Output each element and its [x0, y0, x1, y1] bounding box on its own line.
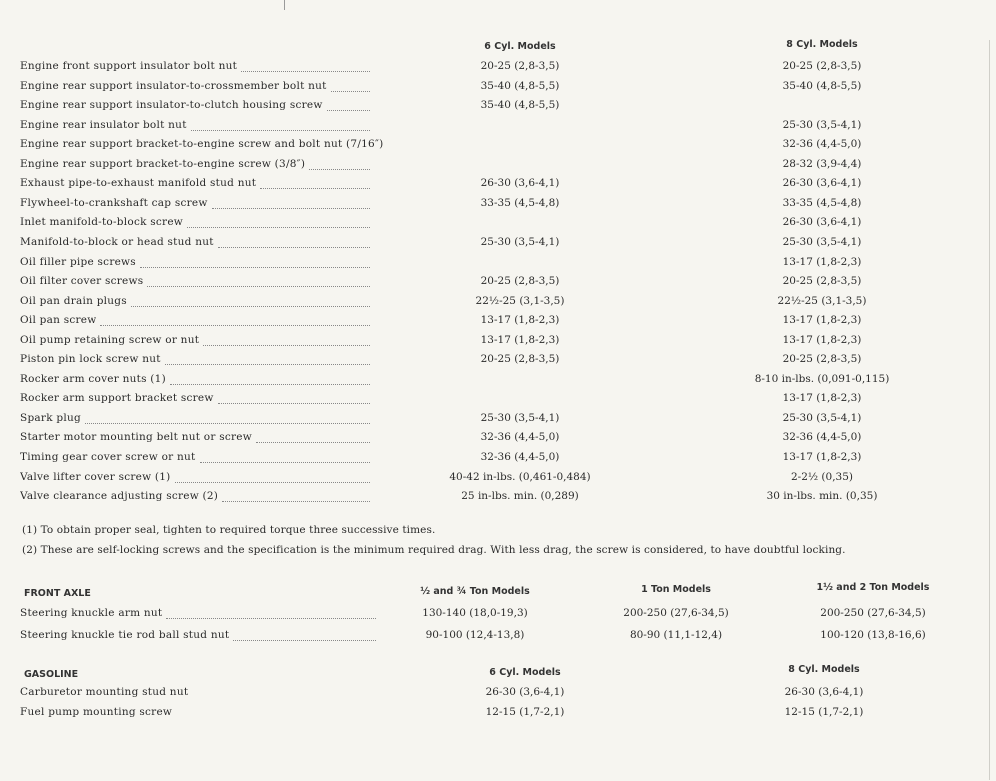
table-row	[20, 629, 980, 648]
table-row	[20, 314, 980, 333]
gasoline-header-6cyl: 6 Cyl. Models	[489, 667, 561, 678]
value-6cyl: 13-17 (1,8-2,3)	[480, 314, 560, 327]
table-row	[20, 706, 980, 725]
dot-leader	[131, 306, 370, 307]
value-one-ton: 80-90 (11,1-12,4)	[629, 629, 723, 641]
row-label: Rocker arm cover nuts (1)	[20, 372, 166, 385]
value-one-ton: 200-250 (27,6-34,5)	[623, 607, 729, 619]
value-6cyl: 22½-25 (3,1-3,5)	[475, 294, 565, 307]
value-6cyl: 40-42 in-lbs. (0,461-0,484)	[449, 470, 591, 483]
dot-leader	[203, 345, 370, 346]
table-row	[20, 334, 980, 353]
row-label: Engine rear support insulator-to-clutch housing screw	[20, 99, 323, 112]
dot-leader	[191, 130, 370, 131]
value-8cyl: 30 in-lbs. min. (0,35)	[766, 490, 878, 503]
table-row	[20, 607, 980, 626]
value-8cyl: 13-17 (1,8-2,3)	[782, 314, 862, 327]
value-8cyl: 20-25 (2,8-3,5)	[782, 275, 862, 288]
table-row	[20, 471, 980, 490]
dot-leader	[170, 384, 370, 385]
gasoline-title: GASOLINE	[24, 669, 79, 680]
row-label: Manifold-to-block or head stud nut	[20, 235, 214, 248]
row-label: Flywheel-to-crankshaft cap screw	[20, 196, 208, 209]
dot-leader	[175, 482, 370, 483]
value-6cyl: 32-36 (4,4-5,0)	[480, 431, 560, 444]
row-label: Engine rear support bracket-to-engine screw and bolt nut (7/16″)	[20, 138, 384, 151]
value-8cyl: 25-30 (3,5-4,1)	[782, 118, 862, 131]
dot-leader	[218, 247, 370, 248]
dot-leader	[212, 208, 370, 209]
dot-leader	[140, 267, 370, 268]
dot-leader	[147, 286, 370, 287]
table-row	[20, 412, 980, 431]
value-6cyl: 26-30 (3,6-4,1)	[480, 177, 560, 190]
row-label: Fuel pump mounting screw	[20, 706, 173, 718]
value-6cyl: 35-40 (4,8-5,5)	[480, 99, 560, 112]
value-8cyl: 12-15 (1,7-2,1)	[784, 706, 864, 718]
value-8cyl: 28-32 (3,9-4,4)	[782, 157, 862, 170]
dot-leader	[100, 325, 370, 326]
value-6cyl: 20-25 (2,8-3,5)	[480, 275, 560, 288]
value-6cyl: 25 in-lbs. min. (0,289)	[461, 490, 579, 503]
table-row	[20, 256, 980, 275]
row-label: Exhaust pipe-to-exhaust manifold stud nut	[20, 177, 257, 190]
row-label: Oil pan drain plugs	[20, 294, 127, 307]
table-row	[20, 451, 980, 470]
row-label: Valve lifter cover screw (1)	[20, 470, 171, 483]
header-6cyl: 6 Cyl. Models	[484, 41, 556, 52]
value-8cyl: 8-10 in-lbs. (0,091-0,115)	[754, 372, 890, 385]
row-label: Spark plug	[20, 411, 81, 424]
dot-leader	[331, 91, 370, 92]
row-label: Inlet manifold-to-block screw	[20, 216, 184, 229]
value-6cyl: 32-36 (4,4-5,0)	[480, 451, 560, 463]
row-label: Oil pan screw	[20, 314, 97, 327]
value-8cyl: 25-30 (3,5-4,1)	[782, 235, 862, 248]
table-row	[20, 275, 980, 294]
table-row	[20, 236, 980, 255]
front-axle-header-3: 1½ and 2 Ton Models	[816, 582, 930, 593]
table-row	[20, 686, 980, 705]
value-8cyl: 20-25 (2,8-3,5)	[782, 353, 862, 366]
value-6cyl: 13-17 (1,8-2,3)	[480, 333, 560, 346]
dot-leader	[309, 169, 370, 170]
value-8cyl: 2-2½ (0,35)	[791, 470, 853, 483]
table-row	[20, 431, 980, 450]
dot-leader	[260, 188, 370, 189]
table-row	[20, 197, 980, 216]
table-row	[20, 373, 980, 392]
value-6cyl: 25-30 (3,5-4,1)	[480, 411, 560, 424]
dot-leader	[166, 618, 376, 619]
value-8cyl: 13-17 (1,8-2,3)	[782, 255, 862, 268]
dot-leader	[233, 640, 376, 641]
value-half-ton: 90-100 (12,4-13,8)	[425, 629, 525, 641]
table-row	[20, 490, 980, 509]
value-8cyl: 13-17 (1,8-2,3)	[782, 333, 862, 346]
row-label: Oil filter cover screws	[20, 275, 144, 288]
row-label: Oil filler pipe screws	[20, 255, 136, 268]
value-half-ton: 130-140 (18,0-19,3)	[422, 607, 528, 619]
page-edge	[989, 40, 990, 780]
value-two-ton: 100-120 (13,8-16,6)	[820, 629, 926, 641]
front-axle-title: FRONT AXLE	[24, 588, 91, 599]
value-6cyl: 25-30 (3,5-4,1)	[480, 235, 560, 248]
table-row	[20, 119, 980, 138]
dot-leader	[85, 423, 370, 424]
value-8cyl: 32-36 (4,4-5,0)	[782, 138, 862, 151]
row-label: Steering knuckle tie rod ball stud nut	[20, 629, 230, 641]
table-row	[20, 177, 980, 196]
gasoline-header-8cyl: 8 Cyl. Models	[788, 664, 860, 675]
table-row	[20, 295, 980, 314]
value-6cyl: 20-25 (2,8-3,5)	[480, 353, 560, 366]
value-8cyl: 32-36 (4,4-5,0)	[782, 431, 862, 444]
value-8cyl: 13-17 (1,8-2,3)	[782, 392, 862, 405]
front-axle-header-2: 1 Ton Models	[641, 584, 711, 595]
dot-leader	[218, 403, 370, 404]
row-label: Piston pin lock screw nut	[20, 353, 161, 366]
value-6cyl: 12-15 (1,7-2,1)	[485, 706, 565, 718]
dot-leader	[327, 110, 370, 111]
row-label: Engine rear support bracket-to-engine screw (3/8″)	[20, 157, 306, 170]
header-8cyl: 8 Cyl. Models	[786, 39, 858, 50]
value-6cyl: 20-25 (2,8-3,5)	[480, 60, 560, 72]
row-label: Engine front support insulator bolt nut	[20, 60, 238, 72]
table-row	[20, 80, 980, 99]
dot-leader	[241, 71, 370, 72]
front-axle-header-1: ½ and ¾ Ton Models	[420, 586, 530, 597]
row-label: Engine rear insulator bolt nut	[20, 118, 187, 131]
row-label: Timing gear cover screw or nut	[20, 451, 196, 463]
table-row	[20, 60, 980, 79]
row-label: Rocker arm support bracket screw	[20, 392, 214, 405]
value-8cyl: 35-40 (4,8-5,5)	[782, 79, 862, 92]
dot-leader	[187, 227, 370, 228]
value-8cyl: 25-30 (3,5-4,1)	[782, 411, 862, 424]
table-row	[20, 99, 980, 118]
table-row	[20, 392, 980, 411]
value-8cyl: 26-30 (3,6-4,1)	[782, 177, 862, 190]
row-label: Oil pump retaining screw or nut	[20, 333, 200, 346]
table-row	[20, 353, 980, 372]
value-8cyl: 26-30 (3,6-4,1)	[782, 216, 862, 229]
row-label: Steering knuckle arm nut	[20, 607, 163, 619]
row-label: Valve clearance adjusting screw (2)	[20, 490, 219, 503]
dot-leader	[222, 501, 370, 502]
value-8cyl: 33-35 (4,5-4,8)	[782, 196, 862, 209]
dot-leader	[256, 442, 370, 443]
value-6cyl: 35-40 (4,8-5,5)	[480, 79, 560, 92]
dot-leader	[200, 462, 370, 463]
row-label: Starter motor mounting belt nut or screw	[20, 431, 252, 444]
binding-mark	[284, 0, 285, 10]
value-two-ton: 200-250 (27,6-34,5)	[820, 607, 926, 619]
table-row	[20, 138, 980, 157]
footnote-1: (1) To obtain proper seal, tighten to required torque three successive times.	[22, 524, 436, 536]
table-row	[20, 158, 980, 177]
dot-leader	[165, 364, 370, 365]
value-6cyl: 26-30 (3,6-4,1)	[485, 686, 565, 698]
table-row	[20, 216, 980, 235]
value-8cyl: 13-17 (1,8-2,3)	[782, 451, 862, 463]
value-8cyl: 20-25 (2,8-3,5)	[782, 60, 862, 72]
value-6cyl: 33-35 (4,5-4,8)	[480, 196, 560, 209]
value-8cyl: 22½-25 (3,1-3,5)	[777, 294, 867, 307]
row-label: Carburetor mounting stud nut	[20, 686, 189, 698]
footnote-2: (2) These are self-locking screws and the specification is the minimum required drag. With less drag, the screw is considered, to have doubtful locking.	[22, 544, 846, 556]
row-label: Engine rear support insulator-to-crossmember bolt nut	[20, 79, 327, 92]
value-8cyl: 26-30 (3,6-4,1)	[784, 686, 864, 698]
